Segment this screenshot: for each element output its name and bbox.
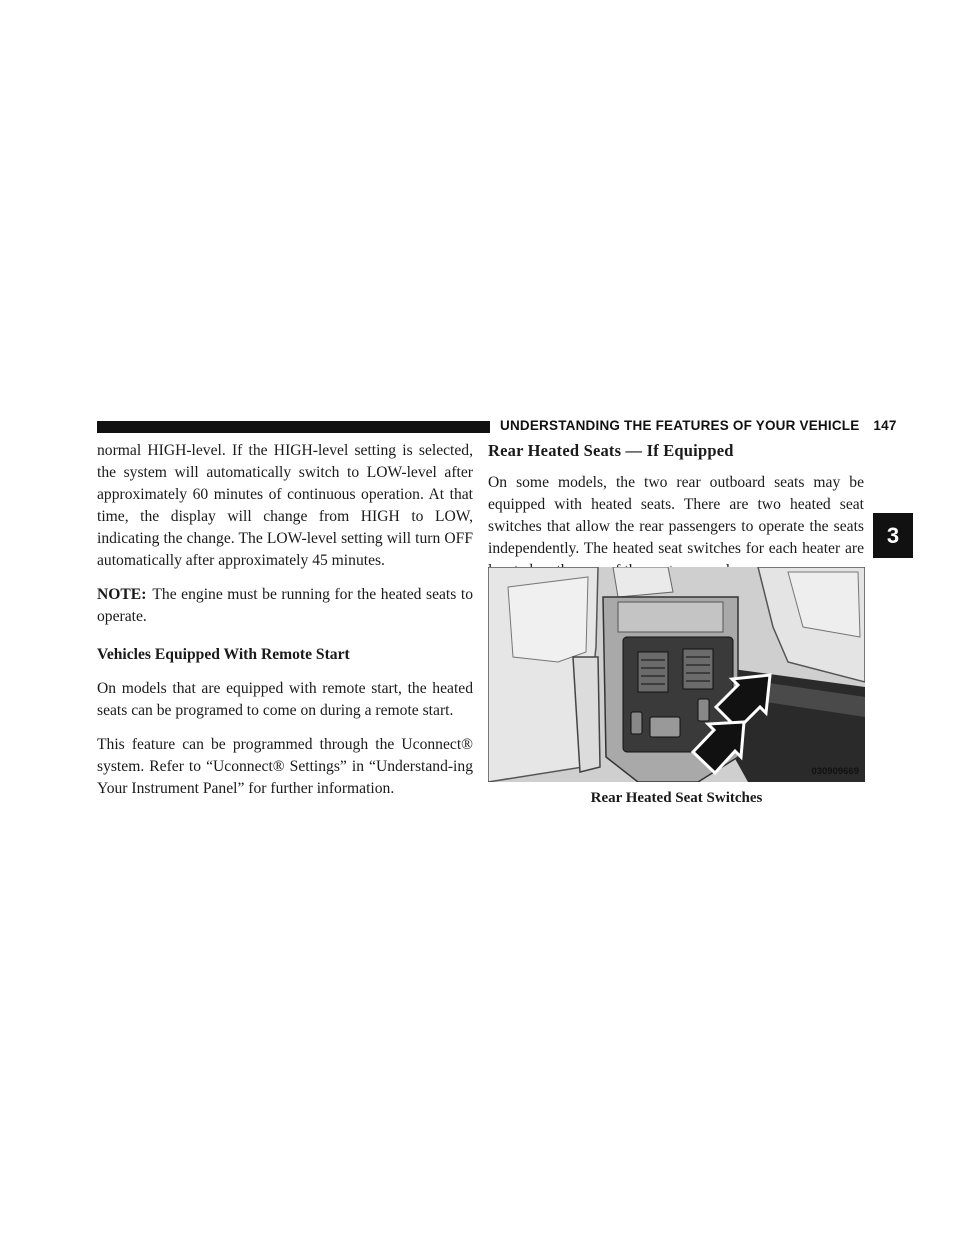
paragraph-rear-seats: On some models, the two rear outboard seats may be equipped with heated seats. There are two heated seat switches that allow the rear passengers to operate the seats independently. The heated seat switches for each heater are xyxy=(488,474,864,557)
paragraph-uconnect: This feature can be programmed through the Uconnect® system. Refer to “Uconnect® Settings” in “Understand-ing Your Instrument Panel” for further information. xyxy=(97,736,473,797)
left-column xyxy=(97,440,473,812)
figure-rear-console xyxy=(488,567,865,782)
note-paragraph xyxy=(97,584,473,628)
paragraph-remote-start: On models that are equipped with remote start, the heated seats can be programed to come on during a remote start. xyxy=(97,680,473,719)
section-title: UNDERSTANDING THE FEATURES OF YOUR VEHICLE xyxy=(500,418,860,433)
chapter-tab: 3 xyxy=(873,513,913,558)
note-label: NOTE: xyxy=(97,586,147,603)
figure-code: 030909669 xyxy=(811,766,859,777)
note-text: The engine must be running for the heated seats to operate. xyxy=(97,586,473,625)
section-heading: Rear Heated Seats — If Equipped xyxy=(488,441,734,460)
paragraph-high-low: normal HIGH-level. If the HIGH-level setting is selected, the system will automatically switch to LOW-level after approximately 60 minutes of continuous operation. At that time, the display will change from HIGH to LOW, indicating the change. The LOW-level setting will turn OFF automatically after approximately 45 minutes. xyxy=(97,442,473,569)
figure-caption: Rear Heated Seat Switches xyxy=(590,790,763,806)
header-rule xyxy=(97,421,490,433)
running-header xyxy=(500,418,897,433)
console-illustration xyxy=(488,567,865,782)
page-number: 147 xyxy=(873,418,897,433)
subheading-remote-start: Vehicles Equipped With Remote Start xyxy=(97,646,350,663)
